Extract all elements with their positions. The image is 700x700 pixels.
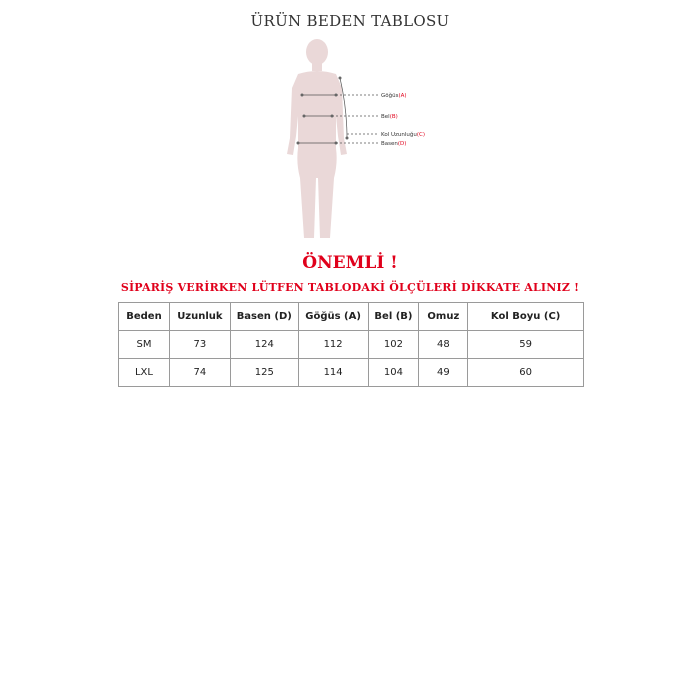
- table-cell: LXL: [119, 359, 170, 387]
- warning-message: SİPARİŞ VERİRKEN LÜTFEN TABLODAKİ ÖLÇÜLERİ DİKKATE ALINIZ !: [120, 281, 580, 294]
- header-length: Uzunluk: [169, 303, 230, 331]
- header-waist: Bel (B): [368, 303, 419, 331]
- header-chest: Göğüs (A): [298, 303, 368, 331]
- size-table: [118, 302, 584, 387]
- body-silhouette: [287, 39, 347, 238]
- table-cell: 60: [468, 359, 584, 387]
- table-cell: 114: [298, 359, 368, 387]
- table-cell: 73: [169, 331, 230, 359]
- table-row: [119, 331, 584, 359]
- table-cell: 112: [298, 331, 368, 359]
- label-sleeve-length: Kol Uzunluğu(C): [381, 132, 425, 138]
- table-cell: 74: [169, 359, 230, 387]
- table-cell: 49: [419, 359, 468, 387]
- body-measurement-diagram: [250, 38, 430, 243]
- header-hip: Basen (D): [230, 303, 298, 331]
- table-cell: SM: [119, 331, 170, 359]
- table-header-row: [119, 303, 584, 331]
- table-row: [119, 359, 584, 387]
- table-cell: 59: [468, 331, 584, 359]
- label-waist: Bel(B): [381, 114, 398, 120]
- page-title: ÜRÜN BEDEN TABLOSU: [250, 12, 450, 30]
- label-hip: Basen(D): [381, 141, 407, 147]
- table-cell: 48: [419, 331, 468, 359]
- table-cell: 125: [230, 359, 298, 387]
- header-sleeve-length: Kol Boyu (C): [468, 303, 584, 331]
- header-shoulder: Omuz: [419, 303, 468, 331]
- table-cell: 104: [368, 359, 419, 387]
- label-chest: Göğüs(A): [381, 93, 407, 99]
- important-heading: ÖNEMLİ !: [302, 253, 398, 273]
- table-cell: 124: [230, 331, 298, 359]
- table-cell: 102: [368, 331, 419, 359]
- header-size: Beden: [119, 303, 170, 331]
